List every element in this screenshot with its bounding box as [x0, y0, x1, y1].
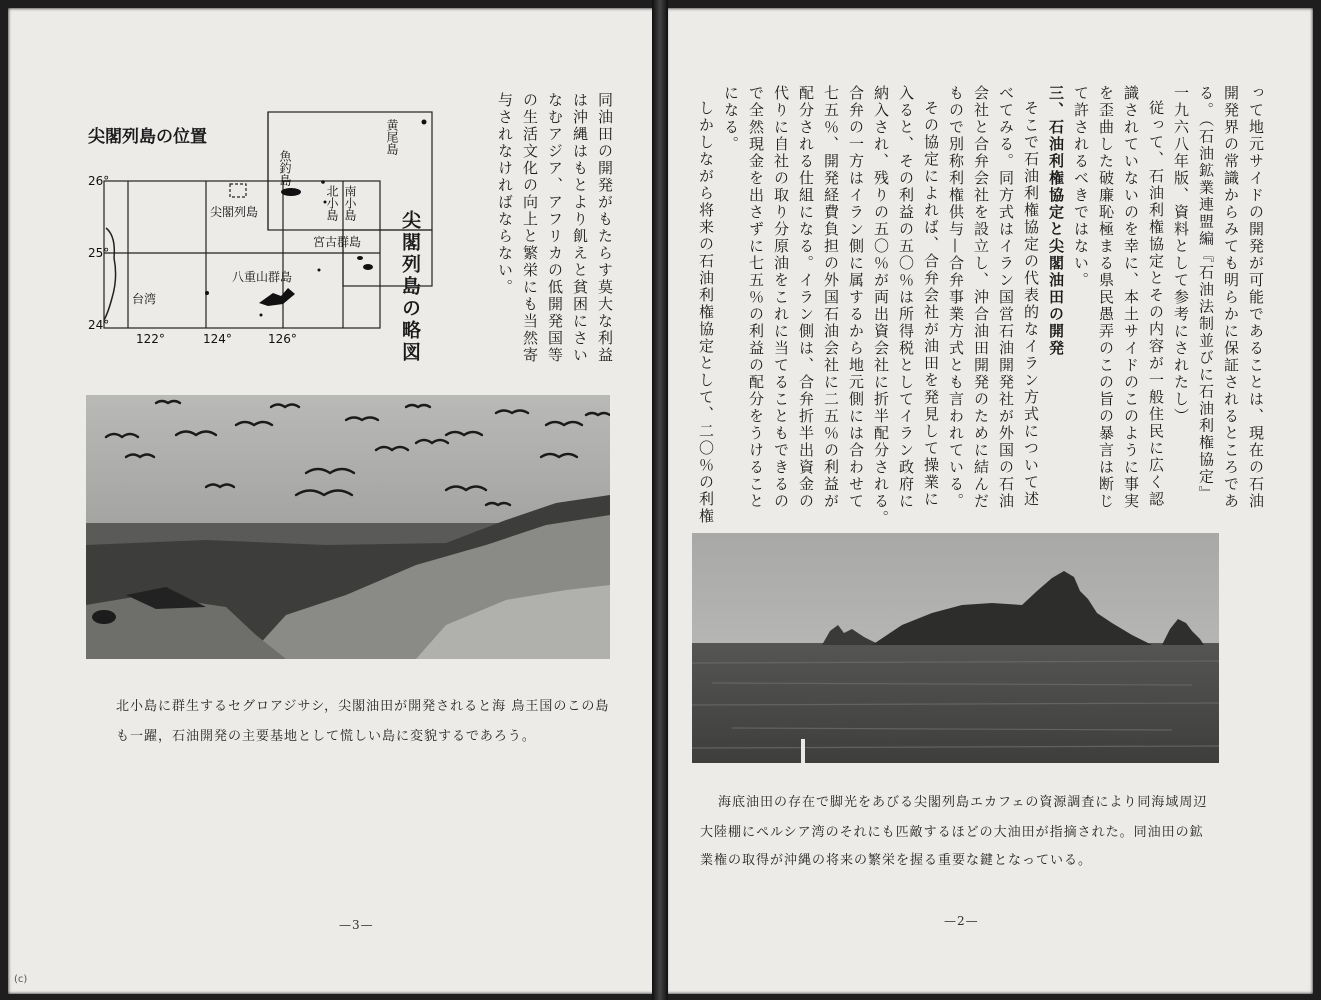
- lat-label-24: 24°: [88, 318, 110, 332]
- map-label-taiwan: 台湾: [132, 292, 157, 306]
- map-label-kita-kojima: 北小島: [325, 185, 339, 221]
- map-label-kobi: 黄尾島: [385, 119, 399, 155]
- book-gutter: [652, 0, 668, 1000]
- right-page-number: —2—: [944, 914, 979, 928]
- right-text-col-5: 識されていないのを幸に、本土サイドのこのように事実: [1122, 85, 1140, 510]
- map-label-miyako: 宮古群島: [313, 235, 362, 249]
- right-text-col-16: 合弁の一方はイラン側に属するから地元側には合わせて: [847, 85, 865, 510]
- right-text-col-12: もので別称利権供与—合弁事業方式とも言われている。: [947, 85, 965, 510]
- right-text-col-1: 開発界の常識からみても明らかに保証されるところであ: [1222, 85, 1240, 510]
- right-text-col-0: って地元サイドの開発が可能であることは、現在の石油: [1247, 85, 1265, 510]
- right-text-col-6: を歪曲した破廉恥極まる県民愚弄のこの旨の暴言は断じ: [1097, 85, 1115, 510]
- map-title: 尖閣列島の略図: [399, 210, 421, 364]
- left-text-col-0: 同油田の開発がもたらす莫大な利益: [596, 92, 614, 364]
- left-text-col-1: は沖縄はもとより飢えと貧困にさい: [571, 92, 589, 364]
- left-text-col-4: 与されなければならない。: [496, 92, 514, 296]
- lon-label-122: 122°: [136, 332, 165, 346]
- left-text-col-2: なむアジア、アフリカの低開発国等: [546, 92, 564, 364]
- right-text-col-10: べてみる。同方式はイラン国営石油開発社が外国の石油: [997, 85, 1015, 510]
- right-text-col-19: 代りに自社の取り分原油をこれに当てることもできるの: [772, 85, 790, 510]
- map-label-minami-kojima: 南小島: [343, 185, 357, 221]
- right-text-col-11: 会社と合弁会社を設立し、沖合油田開発のために結んだ: [972, 85, 990, 510]
- map-label-senkaku: 尖閣列島: [210, 205, 259, 219]
- corner-mark: (c): [14, 974, 28, 985]
- map-label-uotsuri: 魚釣島: [278, 150, 292, 186]
- location-heading: 尖閣列島の位置: [88, 127, 207, 147]
- senkaku-island-photo: [692, 533, 1219, 763]
- right-caption-line-0: 海底油田の存在で脚光をあびる尖閣列島エカフェの資源調査により同海域周辺: [718, 795, 1208, 810]
- left-page-number: —3—: [339, 918, 374, 932]
- left-caption-line-0: 北小島に群生するセグロアジサシ，尖閣油田が開発されると海 鳥王国のこの島: [116, 699, 610, 714]
- right-caption-line-1: 大陸棚にペルシア湾のそれにも匹敵するほどの大油田が指摘された。同油田の鉱: [700, 825, 1204, 840]
- right-text-col-17: 七五％、開発経費負担の外国石油会社に二五％の利益が: [822, 85, 840, 510]
- right-text-col-7: て許されるべきではない。: [1072, 85, 1090, 289]
- right-text-col-18: 配分される仕組になる。イラン側は、合弁折半出資金の: [797, 85, 815, 510]
- right-caption-line-2: 業権の取得が沖縄の将来の繁栄を握る重要な鍵となっている。: [700, 853, 1093, 868]
- left-caption-line-1: も一躍，石油開発の主要基地として慌しい島に変貌するであろう。: [116, 729, 536, 744]
- map-label-yaeyama: 八重山群島: [232, 270, 293, 284]
- right-text-col-13: その協定によれば、合弁会社が油田を発見して操業に: [922, 100, 940, 508]
- right-text-col-14: 入ると、その利益の五〇％は所得税としてイラン政府に: [897, 85, 915, 510]
- lat-label-26: 26°: [88, 174, 110, 188]
- right-text-col-9: そこで石油利権協定の代表的なイラン方式について述: [1022, 100, 1040, 508]
- right-text-col-8: 三、石油利権協定と尖閣油田の開発: [1047, 85, 1065, 357]
- right-text-col-20: で全然現金を出さずに七五％の利益の配分をうけること: [747, 85, 765, 510]
- right-text-col-2: る。（石油鉱業連盟編『石油法制並びに石油利権協定』: [1197, 85, 1215, 503]
- right-text-col-4: 従って、石油利権協定とその内容が一般住民に広く認: [1147, 100, 1165, 508]
- left-text-col-3: の生活文化の向上と繁栄にも当然寄: [521, 92, 539, 364]
- seabird-photo: [86, 395, 610, 659]
- right-text-col-21: になる。: [722, 85, 740, 153]
- lon-label-124: 124°: [203, 332, 232, 346]
- lat-label-25: 25°: [88, 246, 110, 260]
- right-text-col-22: しかしながら将来の石油利権協定として、二〇％の利権: [697, 100, 715, 525]
- lon-label-126: 126°: [268, 332, 297, 346]
- right-text-col-3: 一九六八年版、資料として参考にされたし）: [1172, 85, 1190, 425]
- right-text-col-15: 納入され、残りの五〇％が両出資会社に折半配分される。: [872, 85, 890, 527]
